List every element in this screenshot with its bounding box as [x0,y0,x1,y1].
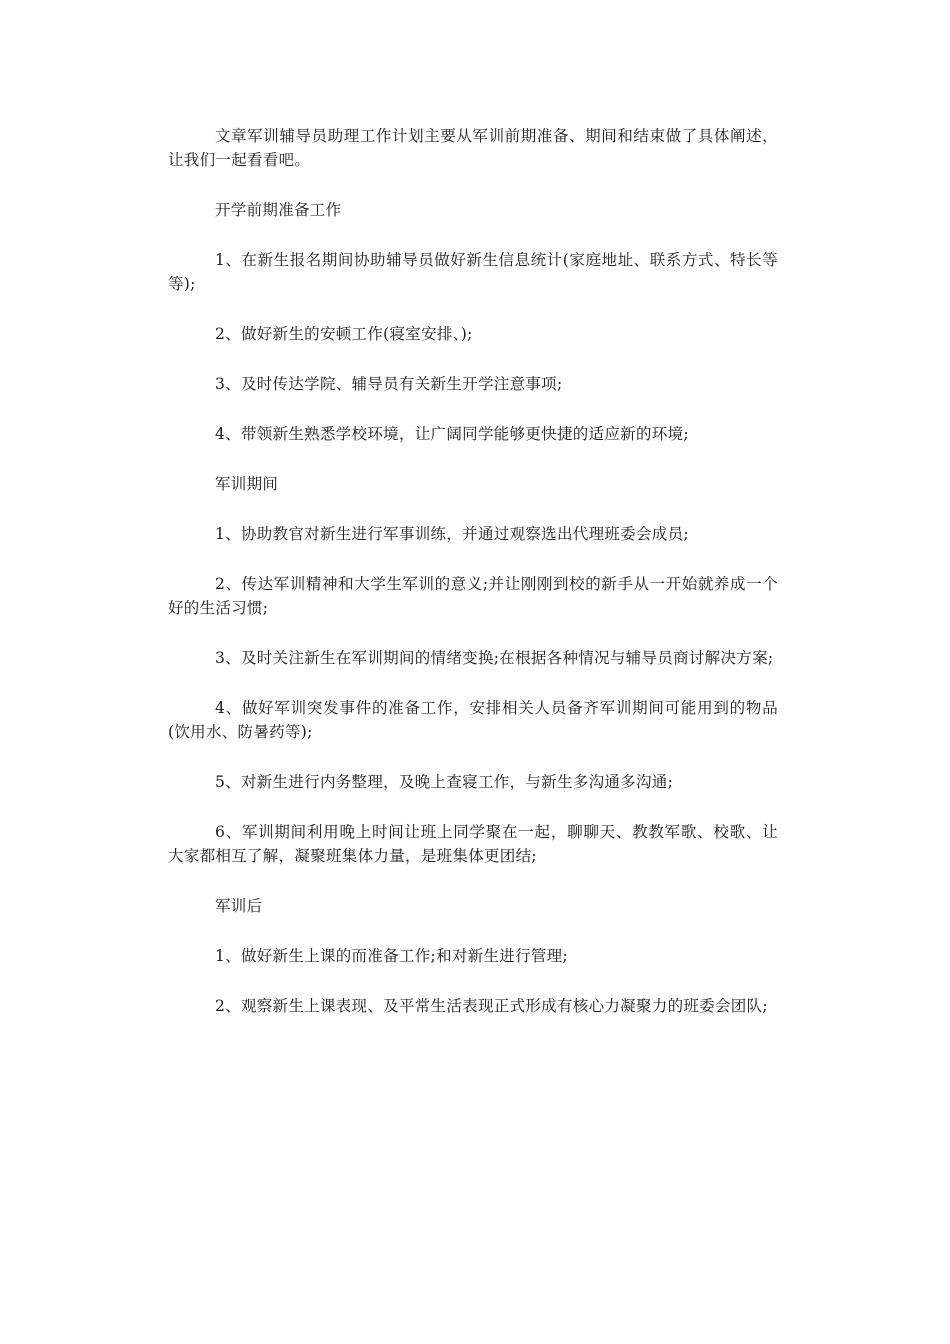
list-item: 5、对新生进行内务整理，及晚上查寝工作，与新生多沟通多沟通; [215,773,674,791]
section-heading-pre-semester: 开学前期准备工作 [215,201,342,219]
section-heading-after-training: 军训后 [215,897,263,915]
list-item: 6、军训期间利用晚上时间让班上同学聚在一起，聊聊天、教教军歌、校歌、让大家都相互了解，凝聚班集体力量，是班集体更团结; [168,823,778,865]
document-body [168,124,778,1044]
list-item: 1、做好新生上课的而准备工作;和对新生进行管理; [215,947,569,965]
list-item: 2、传达军训精神和大学生军训的意义;并让刚刚到校的新手从一开始就养成一个好的生活习惯; [168,575,778,617]
list-item: 1、在新生报名期间协助辅导员做好新生信息统计(家庭地址、联系方式、特长等等); [168,251,778,293]
list-item: 3、及时传达学院、辅导员有关新生开学注意事项; [215,375,563,393]
list-item: 4、带领新生熟悉学校环境，让广阔同学能够更快捷的适应新的环境; [215,425,689,443]
section-heading-during-training: 军训期间 [215,475,279,493]
list-item: 2、观察新生上课表现、及平常生活表现正式形成有核心力凝聚力的班委会团队; [215,997,768,1015]
list-item: 3、及时关注新生在军训期间的情绪变换;在根据各种情况与辅导员商讨解决方案; [215,649,774,667]
list-item: 2、做好新生的安顿工作(寝室安排、); [215,325,473,343]
list-item: 1、协助教官对新生进行军事训练，并通过观察选出代理班委会成员; [215,525,689,543]
list-item: 4、做好军训突发事件的准备工作，安排相关人员备齐军训期间可能用到的物品(饮用水、防暑药等); [168,699,778,741]
intro-paragraph: 文章军训辅导员助理工作计划主要从军训前期准备、期间和结束做了具体阐述，让我们一起看看吧。 [168,127,778,169]
